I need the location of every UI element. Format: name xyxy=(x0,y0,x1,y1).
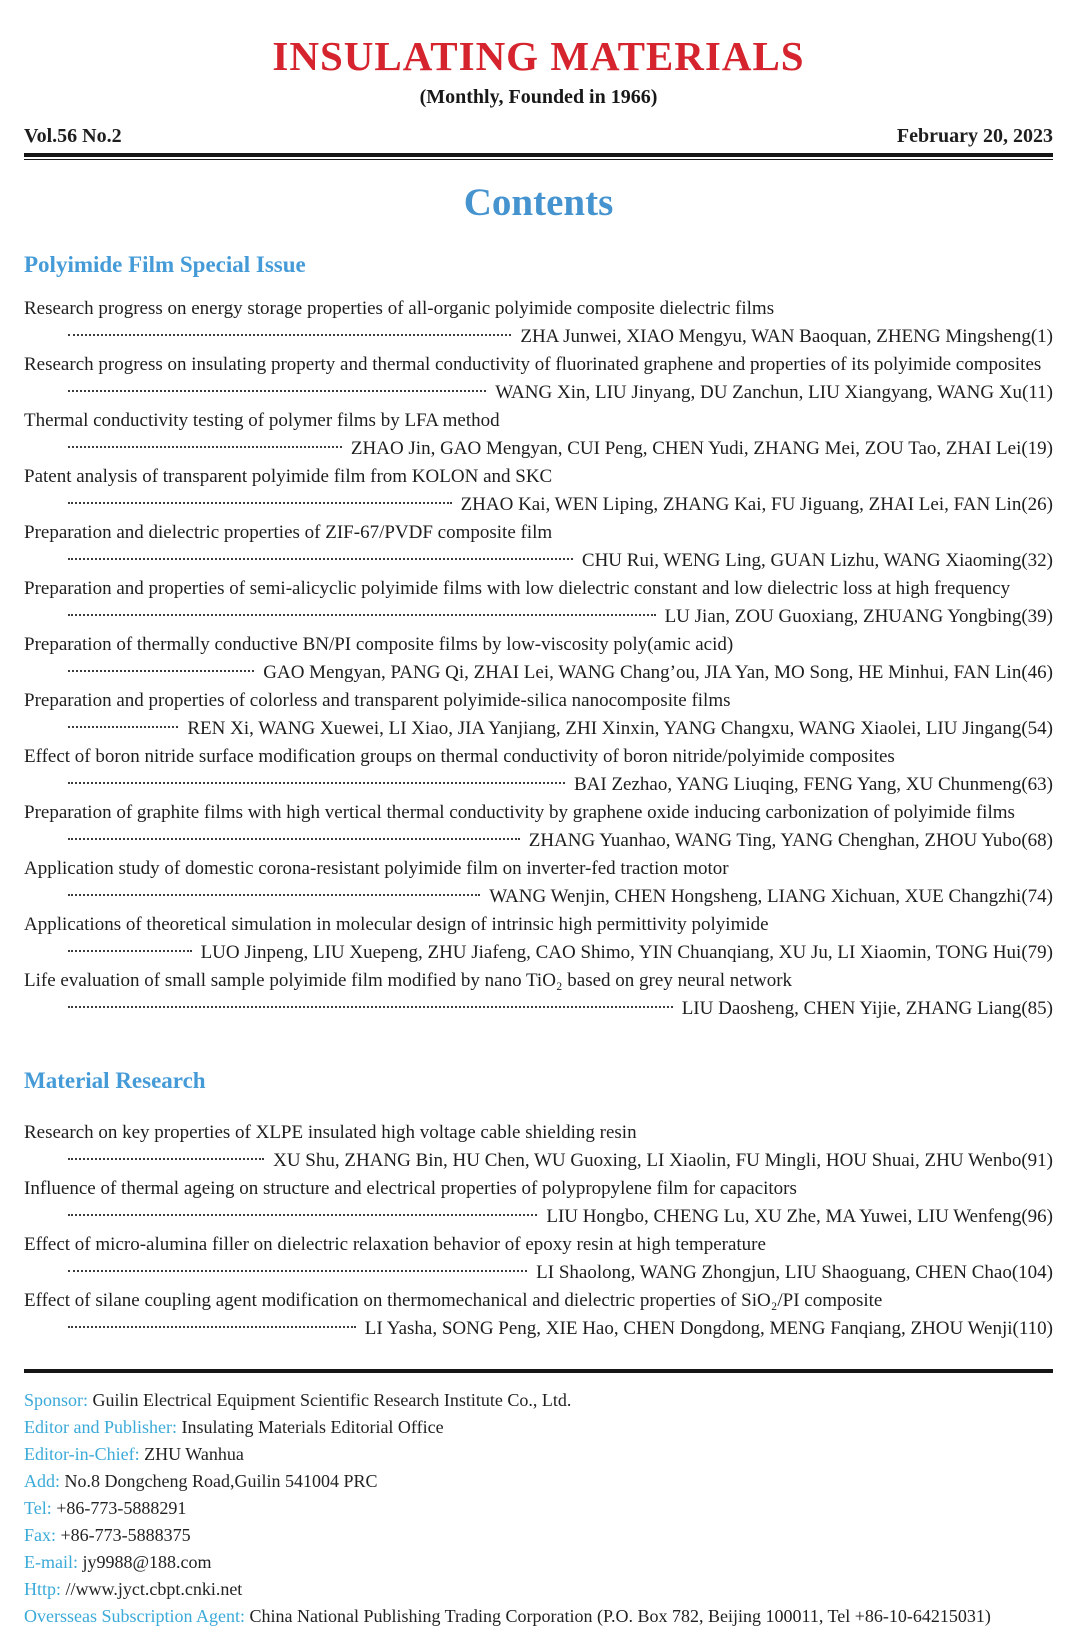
dotted-leader xyxy=(68,782,565,784)
entry-title: Effect of micro-alumina filler on dielectric relaxation behavior of epoxy resin at high temperature xyxy=(24,1234,766,1255)
dotted-leader xyxy=(68,502,452,504)
dotted-leader xyxy=(68,614,656,616)
entry-authors-row xyxy=(24,491,1053,519)
entry-authors-row xyxy=(24,547,1053,575)
info-label: Editor and Publisher: xyxy=(24,1417,177,1437)
header-rule xyxy=(24,153,1053,160)
entry-title: Application study of domestic corona-resistant polyimide film on inverter-fed traction motor xyxy=(24,858,729,879)
dotted-leader xyxy=(68,558,573,560)
publisher-info-line xyxy=(24,1468,1053,1495)
entry-title: Life evaluation of small sample polyimide film modified by nano TiO₂ based on grey neural network xyxy=(24,970,793,991)
section-heading: Polyimide Film Special Issue xyxy=(24,252,306,277)
entry-authors: LUO Jinpeng, LIU Xuepeng, ZHU Jiafeng, CAO Shimo, YIN Chuanqiang, XU Ju, LI Xiaomin, TONG Hui(79) xyxy=(200,942,1053,963)
entry-title: Research progress on energy storage properties of all-organic polyimide composite dielectric films xyxy=(24,298,775,319)
entry-title: Preparation and properties of colorless and transparent polyimide-silica nanocomposite films xyxy=(24,690,731,711)
entry-title: Preparation and dielectric properties of ZIF-67/PVDF composite film xyxy=(24,522,553,543)
dotted-leader xyxy=(68,670,254,672)
entry-title: Effect of silane coupling agent modification on thermomechanical and dielectric properties of SiO₂/PI composite xyxy=(24,1290,883,1311)
toc-entry xyxy=(24,911,1053,967)
info-label: Add: xyxy=(24,1471,60,1491)
toc-entry xyxy=(24,799,1053,855)
entry-title: Research progress on insulating property and thermal conductivity of fluorinated graphene and properties of its polyimide composites xyxy=(24,354,1042,375)
footer-rule xyxy=(24,1369,1053,1373)
toc-entry xyxy=(24,1175,1053,1231)
toc-section xyxy=(24,1067,1053,1343)
entry-authors: GAO Mengyan, PANG Qi, ZHAI Lei, WANG Chang’ou, JIA Yan, MO Song, HE Minhui, FAN Lin(46) xyxy=(263,662,1053,683)
entry-authors-row xyxy=(24,1147,1053,1175)
toc-entry xyxy=(24,1119,1053,1175)
dotted-leader xyxy=(68,894,480,896)
toc-sections xyxy=(24,251,1053,1343)
entry-authors-row xyxy=(24,1203,1053,1231)
entry-authors-row xyxy=(24,379,1053,407)
entry-authors: WANG Xin, LIU Jinyang, DU Zanchun, LIU Xiangyang, WANG Xu(11) xyxy=(495,382,1053,403)
entry-authors-row xyxy=(24,1259,1053,1287)
entry-authors: LIU Daosheng, CHEN Yijie, ZHANG Liang(85) xyxy=(681,998,1053,1019)
volume-date-row xyxy=(24,124,1053,148)
dotted-leader xyxy=(68,1158,264,1160)
entry-authors-row xyxy=(24,995,1053,1023)
info-label: Fax: xyxy=(24,1525,57,1545)
entry-title: Patent analysis of transparent polyimide film from KOLON and SKC xyxy=(24,466,553,487)
volume-number: Vol.56 No.2 xyxy=(24,125,122,147)
entry-authors: REN Xi, WANG Xuewei, LI Xiao, JIA Yanjiang, ZHI Xinxin, YANG Changxu, WANG Xiaolei, LIU Jingang(54) xyxy=(187,718,1053,739)
toc-entry xyxy=(24,743,1053,799)
entry-authors: LI Shaolong, WANG Zhongjun, LIU Shaoguang, CHEN Chao(104) xyxy=(536,1262,1053,1283)
toc-entry xyxy=(24,855,1053,911)
entry-authors: ZHA Junwei, XIAO Mengyu, WAN Baoquan, ZHENG Mingsheng(1) xyxy=(520,326,1053,347)
entry-title: Thermal conductivity testing of polymer films by LFA method xyxy=(24,410,500,431)
dotted-leader xyxy=(68,1214,537,1216)
entry-authors-row xyxy=(24,323,1053,351)
dotted-leader xyxy=(68,950,192,952)
entry-title: Preparation of thermally conductive BN/PI composite films by low-viscosity poly(amic acid) xyxy=(24,634,734,655)
journal-subtitle: (Monthly, Founded in 1966) xyxy=(419,86,658,108)
toc-entry xyxy=(24,687,1053,743)
info-label: Sponsor: xyxy=(24,1390,89,1410)
publisher-info-line xyxy=(24,1603,1053,1630)
toc-entry xyxy=(24,1287,1053,1343)
info-value: +86-773-5888375 xyxy=(60,1525,191,1545)
toc-entry xyxy=(24,295,1053,351)
dotted-leader xyxy=(68,726,178,728)
publisher-info xyxy=(24,1387,1053,1630)
toc-entry xyxy=(24,967,1053,1023)
entry-authors: XU Shu, ZHANG Bin, HU Chen, WU Guoxing, LI Xiaolin, FU Mingli, HOU Shuai, ZHU Wenbo(91) xyxy=(273,1150,1053,1171)
dotted-leader xyxy=(68,390,486,392)
entry-authors-row xyxy=(24,939,1053,967)
entry-authors: WANG Wenjin, CHEN Hongsheng, LIANG Xichuan, XUE Changzhi(74) xyxy=(489,886,1053,907)
publisher-info-line xyxy=(24,1387,1053,1414)
entry-authors: LU Jian, ZOU Guoxiang, ZHUANG Yongbing(39) xyxy=(664,606,1053,627)
section-heading: Material Research xyxy=(24,1068,206,1093)
publisher-info-line xyxy=(24,1495,1053,1522)
contents-title: Contents xyxy=(463,181,614,224)
entry-authors: ZHANG Yuanhao, WANG Ting, YANG Chenghan, ZHOU Yubo(68) xyxy=(528,830,1053,851)
entry-title: Applications of theoretical simulation in molecular design of intrinsic high permittivity polyimide xyxy=(24,914,769,935)
info-value: jy9988@188.com xyxy=(82,1552,212,1572)
toc-entry xyxy=(24,351,1053,407)
entry-title: Research on key properties of XLPE insulated high voltage cable shielding resin xyxy=(24,1122,637,1143)
publisher-info-line xyxy=(24,1549,1053,1576)
toc-entry xyxy=(24,631,1053,687)
toc-section xyxy=(24,251,1053,1023)
section-entries xyxy=(24,1119,1053,1343)
entry-authors-row xyxy=(24,827,1053,855)
info-label: Http: xyxy=(24,1579,62,1599)
entry-authors: CHU Rui, WENG Ling, GUAN Lizhu, WANG Xiaoming(32) xyxy=(581,550,1053,571)
entry-authors-row xyxy=(24,715,1053,743)
dotted-leader xyxy=(68,838,520,840)
publisher-info-line xyxy=(24,1414,1053,1441)
section-entries xyxy=(24,295,1053,1023)
entry-title: Effect of boron nitride surface modification groups on thermal conductivity of boron nitride/polyimide composites xyxy=(24,746,895,767)
entry-authors-row xyxy=(24,1315,1053,1343)
entry-authors-row xyxy=(24,603,1053,631)
dotted-leader xyxy=(68,446,342,448)
publisher-info-line xyxy=(24,1441,1053,1468)
issue-date: February 20, 2023 xyxy=(896,125,1053,147)
entry-authors: LI Yasha, SONG Peng, XIE Hao, CHEN Dongdong, MENG Fanqiang, ZHOU Wenji(110) xyxy=(364,1318,1053,1339)
info-label: E-mail: xyxy=(24,1552,78,1572)
toc-entry xyxy=(24,407,1053,463)
toc-entry xyxy=(24,463,1053,519)
toc-entry xyxy=(24,575,1053,631)
info-value: Insulating Materials Editorial Office xyxy=(181,1417,444,1437)
entry-authors-row xyxy=(24,659,1053,687)
entry-authors-row xyxy=(24,435,1053,463)
publisher-info-line xyxy=(24,1576,1053,1603)
entry-title: Preparation of graphite films with high vertical thermal conductivity by graphene oxide inducing carbonization of polyimide films xyxy=(24,802,1015,823)
dotted-leader xyxy=(68,334,511,336)
entry-title: Preparation and properties of semi-alicyclic polyimide films with low dielectric constant and low dielectric loss at high frequency xyxy=(24,578,1011,599)
journal-title: INSULATING MATERIALS xyxy=(272,33,805,79)
info-label: Editor-in-Chief: xyxy=(24,1444,140,1464)
info-value: China National Publishing Trading Corporation (P.O. Box 782, Beijing 100011, Tel +86-10-64215031) xyxy=(249,1606,991,1626)
toc-entry xyxy=(24,1231,1053,1287)
toc-entry xyxy=(24,519,1053,575)
entry-title: Influence of thermal ageing on structure and electrical properties of polypropylene film for capacitors xyxy=(24,1178,797,1199)
publisher-info-line xyxy=(24,1522,1053,1549)
entry-authors: ZHAO Kai, WEN Liping, ZHANG Kai, FU Jiguang, ZHAI Lei, FAN Lin(26) xyxy=(460,494,1053,515)
info-label: Tel: xyxy=(24,1498,52,1518)
entry-authors-row xyxy=(24,883,1053,911)
entry-authors: BAI Zezhao, YANG Liuqing, FENG Yang, XU Chunmeng(63) xyxy=(573,774,1053,795)
entry-authors-row xyxy=(24,771,1053,799)
info-value: //www.jyct.cbpt.cnki.net xyxy=(65,1579,243,1599)
dotted-leader xyxy=(68,1006,673,1008)
dotted-leader xyxy=(68,1270,527,1272)
entry-authors: ZHAO Jin, GAO Mengyan, CUI Peng, CHEN Yudi, ZHANG Mei, ZOU Tao, ZHAI Lei(19) xyxy=(350,438,1053,459)
info-label: Oversseas Subscription Agent: xyxy=(24,1606,245,1626)
dotted-leader xyxy=(68,1326,356,1328)
info-value: ZHU Wanhua xyxy=(144,1444,244,1464)
info-value: No.8 Dongcheng Road,Guilin 541004 PRC xyxy=(64,1471,378,1491)
entry-authors: LIU Hongbo, CHENG Lu, XU Zhe, MA Yuwei, LIU Wenfeng(96) xyxy=(546,1206,1053,1227)
info-value: +86-773-5888291 xyxy=(56,1498,187,1518)
info-value: Guilin Electrical Equipment Scientific Research Institute Co., Ltd. xyxy=(92,1390,572,1410)
